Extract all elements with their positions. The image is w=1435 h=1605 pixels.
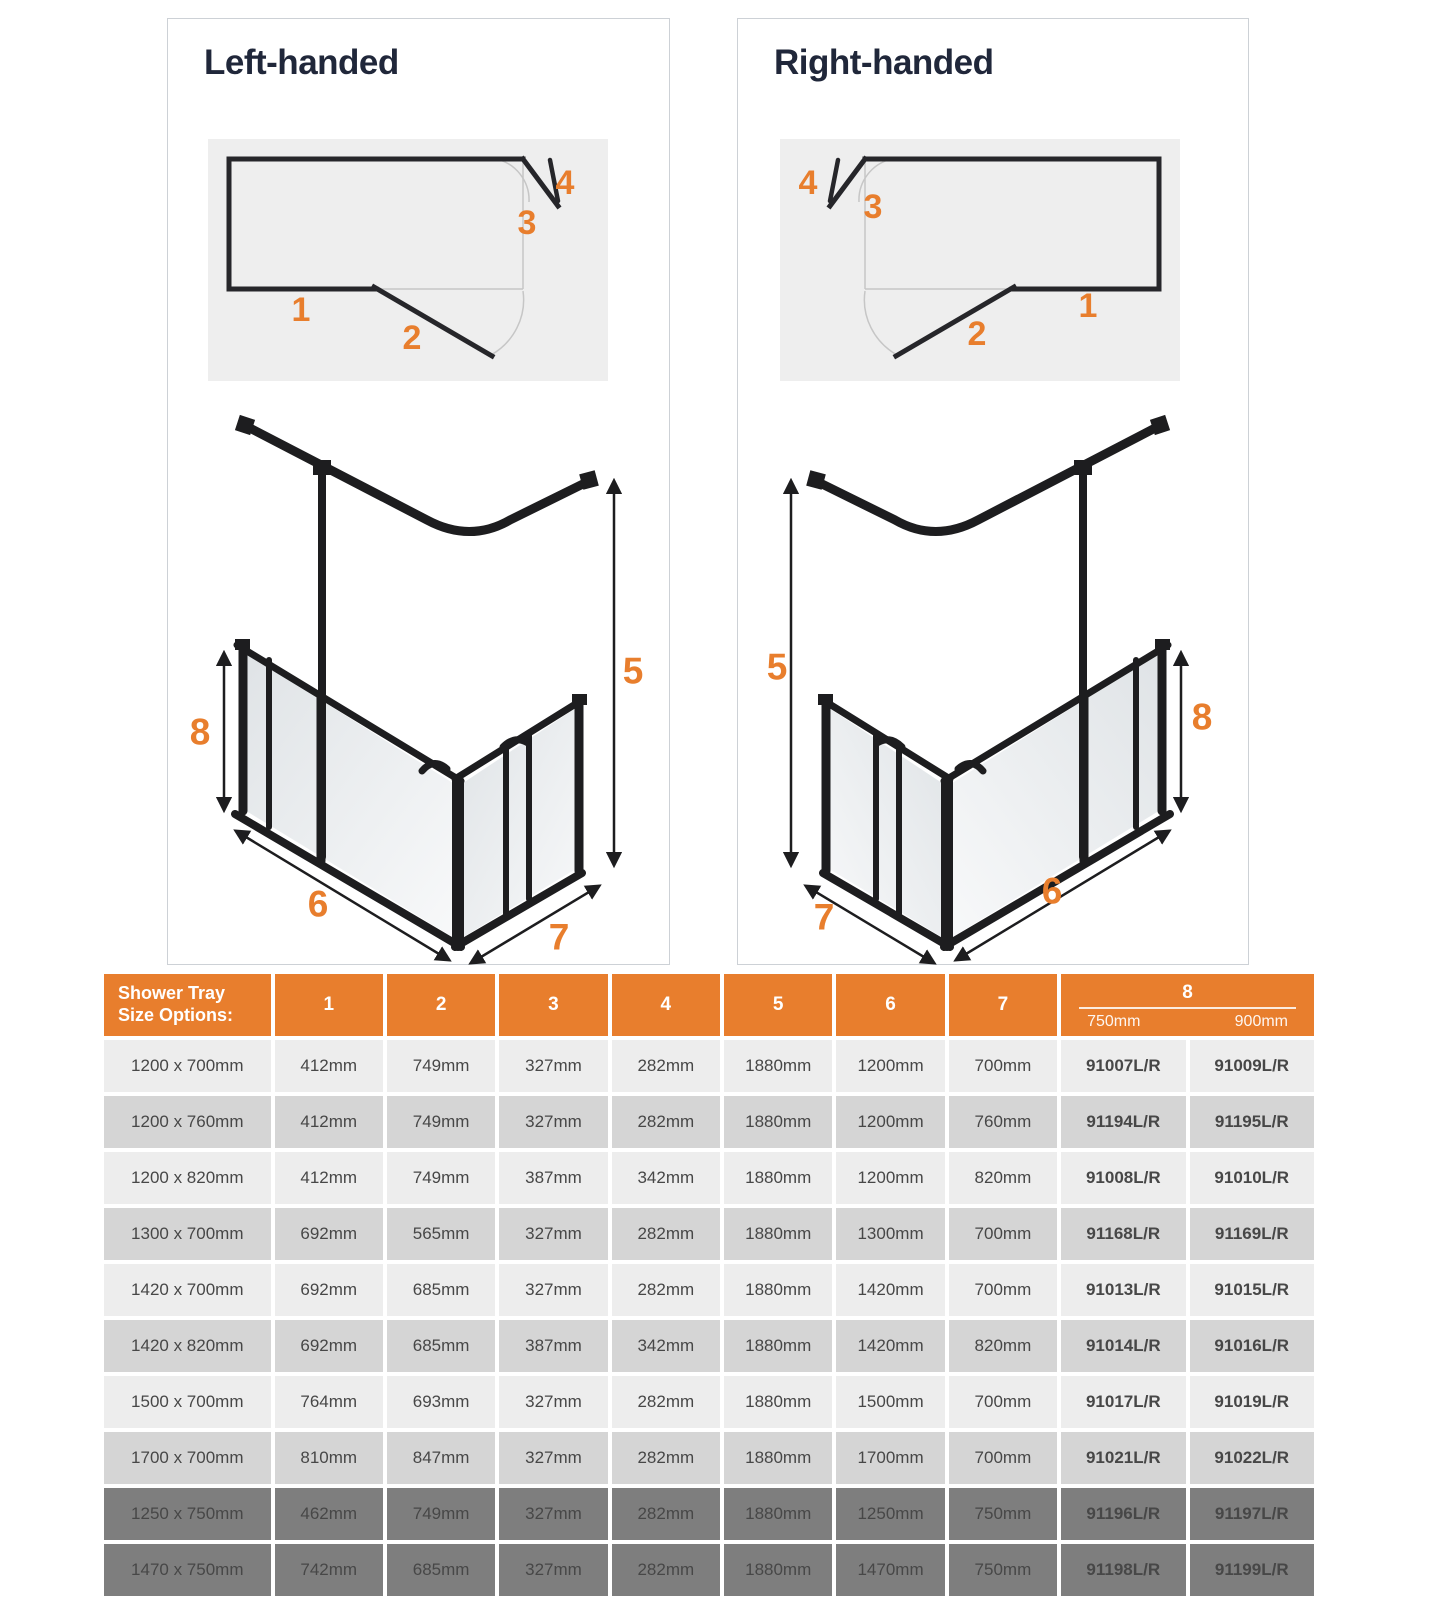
code-cell: 91022L/R (1190, 1432, 1315, 1484)
value-cell: 693mm (387, 1376, 495, 1428)
value-cell: 462mm (275, 1488, 383, 1540)
table-row (104, 1544, 1314, 1596)
plan-label-4: 4 (798, 164, 818, 202)
value-cell: 327mm (499, 1544, 607, 1596)
header-col-3: 3 (499, 974, 607, 1036)
iso-label-7: 7 (813, 896, 835, 938)
header-col-8 (1061, 974, 1314, 1036)
value-cell: 820mm (949, 1320, 1057, 1372)
code-cell: 91199L/R (1190, 1544, 1315, 1596)
value-cell: 1880mm (724, 1152, 832, 1204)
value-cell: 750mm (949, 1488, 1057, 1540)
value-cell: 692mm (275, 1320, 383, 1372)
size-cell: 1200 x 700mm (104, 1040, 271, 1092)
value-cell: 749mm (387, 1040, 495, 1092)
value-cell: 342mm (612, 1320, 720, 1372)
value-cell: 700mm (949, 1040, 1057, 1092)
value-cell: 749mm (387, 1096, 495, 1148)
right-handed-title: Right-handed (774, 43, 994, 82)
value-cell: 412mm (275, 1040, 383, 1092)
code-cell: 91169L/R (1190, 1208, 1315, 1260)
table-row (104, 1096, 1314, 1148)
size-cell: 1420 x 820mm (104, 1320, 271, 1372)
value-cell: 1880mm (724, 1376, 832, 1428)
code-cell: 91016L/R (1190, 1320, 1315, 1372)
value-cell: 700mm (949, 1432, 1057, 1484)
plan-label-1: 1 (291, 291, 311, 329)
iso-label-5: 5 (766, 646, 788, 688)
value-cell: 1500mm (836, 1376, 944, 1428)
plan-label-3: 3 (863, 188, 883, 226)
value-cell: 1420mm (836, 1320, 944, 1372)
size-cell: 1700 x 700mm (104, 1432, 271, 1484)
value-cell: 1250mm (836, 1488, 944, 1540)
value-cell: 749mm (387, 1152, 495, 1204)
value-cell: 750mm (949, 1544, 1057, 1596)
value-cell: 1470mm (836, 1544, 944, 1596)
plan-label-2: 2 (402, 319, 422, 357)
value-cell: 1200mm (836, 1096, 944, 1148)
value-cell: 1880mm (724, 1544, 832, 1596)
iso-label-5: 5 (622, 650, 644, 692)
value-cell: 387mm (499, 1320, 607, 1372)
value-cell: 1880mm (724, 1040, 832, 1092)
plan-label-1: 1 (1078, 287, 1098, 325)
value-cell: 327mm (499, 1096, 607, 1148)
value-cell: 342mm (612, 1152, 720, 1204)
value-cell: 749mm (387, 1488, 495, 1540)
value-cell: 742mm (275, 1544, 383, 1596)
size-cell: 1200 x 760mm (104, 1096, 271, 1148)
value-cell: 1200mm (836, 1040, 944, 1092)
value-cell: 327mm (499, 1264, 607, 1316)
header-row (104, 974, 1314, 1036)
iso-label-6: 6 (307, 883, 329, 925)
value-cell: 327mm (499, 1488, 607, 1540)
value-cell: 1880mm (724, 1264, 832, 1316)
value-cell: 282mm (612, 1040, 720, 1092)
code-cell: 91197L/R (1190, 1488, 1315, 1540)
right-floor-plan-diagram (780, 139, 1180, 381)
right-iso-drawing (754, 399, 1224, 974)
value-cell: 282mm (612, 1208, 720, 1260)
value-cell: 282mm (612, 1544, 720, 1596)
size-cell: 1300 x 700mm (104, 1208, 271, 1260)
value-cell: 387mm (499, 1152, 607, 1204)
value-cell: 412mm (275, 1096, 383, 1148)
plan-label-2: 2 (967, 315, 987, 353)
value-cell: 282mm (612, 1376, 720, 1428)
iso-label-8: 8 (189, 711, 211, 753)
size-options-table-body (104, 1040, 1314, 1596)
header-col-7: 7 (949, 974, 1057, 1036)
code-cell: 91008L/R (1061, 1152, 1185, 1204)
value-cell: 685mm (387, 1320, 495, 1372)
value-cell: 692mm (275, 1208, 383, 1260)
value-cell: 1200mm (836, 1152, 944, 1204)
table-row (104, 1152, 1314, 1204)
size-cell: 1420 x 700mm (104, 1264, 271, 1316)
code-cell: 91194L/R (1061, 1096, 1185, 1148)
code-cell: 91010L/R (1190, 1152, 1315, 1204)
header-col-6: 6 (836, 974, 944, 1036)
size-options-table (100, 970, 1318, 1600)
header-col-8-sub-750: 750mm (1087, 1012, 1141, 1030)
header-col-1: 1 (275, 974, 383, 1036)
value-cell: 700mm (949, 1264, 1057, 1316)
iso-label-7: 7 (548, 916, 570, 958)
header-label-line1: Shower Tray (118, 983, 226, 1004)
table-row (104, 1432, 1314, 1484)
value-cell: 764mm (275, 1376, 383, 1428)
left-iso-drawing (181, 399, 651, 974)
code-cell: 91021L/R (1061, 1432, 1185, 1484)
table-row (104, 1320, 1314, 1372)
plan-label-3: 3 (517, 204, 537, 242)
size-cell: 1470 x 750mm (104, 1544, 271, 1596)
code-cell: 91019L/R (1190, 1376, 1315, 1428)
table-row (104, 1264, 1314, 1316)
table-row (104, 1208, 1314, 1260)
size-cell: 1200 x 820mm (104, 1152, 271, 1204)
value-cell: 282mm (612, 1096, 720, 1148)
value-cell: 1700mm (836, 1432, 944, 1484)
value-cell: 700mm (949, 1208, 1057, 1260)
code-cell: 91017L/R (1061, 1376, 1185, 1428)
value-cell: 685mm (387, 1544, 495, 1596)
value-cell: 1880mm (724, 1096, 832, 1148)
table-row (104, 1488, 1314, 1540)
code-cell: 91009L/R (1190, 1040, 1315, 1092)
value-cell: 327mm (499, 1208, 607, 1260)
iso-label-6: 6 (1041, 870, 1063, 912)
iso-label-8: 8 (1191, 696, 1213, 738)
value-cell: 685mm (387, 1264, 495, 1316)
value-cell: 282mm (612, 1488, 720, 1540)
value-cell: 327mm (499, 1376, 607, 1428)
value-cell: 1880mm (724, 1208, 832, 1260)
header-col-2: 2 (387, 974, 495, 1036)
value-cell: 565mm (387, 1208, 495, 1260)
table-row (104, 1376, 1314, 1428)
code-cell: 91013L/R (1061, 1264, 1185, 1316)
header-col-8-sub-900: 900mm (1234, 1012, 1288, 1030)
value-cell: 692mm (275, 1264, 383, 1316)
value-cell: 760mm (949, 1096, 1057, 1148)
header-col-8-label: 8 (1182, 981, 1193, 1003)
left-handed-panel (167, 18, 670, 965)
code-cell: 91198L/R (1061, 1544, 1185, 1596)
value-cell: 700mm (949, 1376, 1057, 1428)
value-cell: 1880mm (724, 1432, 832, 1484)
code-cell: 91195L/R (1190, 1096, 1315, 1148)
value-cell: 327mm (499, 1432, 607, 1484)
code-cell: 91007L/R (1061, 1040, 1185, 1092)
header-col-4: 4 (612, 974, 720, 1036)
header-shower-tray-size (104, 974, 271, 1036)
code-cell: 91196L/R (1061, 1488, 1185, 1540)
value-cell: 282mm (612, 1264, 720, 1316)
value-cell: 1880mm (724, 1488, 832, 1540)
code-cell: 91015L/R (1190, 1264, 1315, 1316)
size-cell: 1500 x 700mm (104, 1376, 271, 1428)
size-cell: 1250 x 750mm (104, 1488, 271, 1540)
value-cell: 847mm (387, 1432, 495, 1484)
code-cell: 91168L/R (1061, 1208, 1185, 1260)
plan-label-4: 4 (555, 164, 575, 202)
header-col-8-divider (1079, 1007, 1296, 1009)
header-col-5: 5 (724, 974, 832, 1036)
value-cell: 327mm (499, 1040, 607, 1092)
value-cell: 412mm (275, 1152, 383, 1204)
value-cell: 1300mm (836, 1208, 944, 1260)
code-cell: 91014L/R (1061, 1320, 1185, 1372)
left-floor-plan-diagram (208, 139, 608, 381)
header-label-line2: Size Options: (118, 1005, 234, 1025)
value-cell: 1880mm (724, 1320, 832, 1372)
value-cell: 1420mm (836, 1264, 944, 1316)
right-handed-panel (737, 18, 1249, 965)
table-row (104, 1040, 1314, 1092)
value-cell: 820mm (949, 1152, 1057, 1204)
left-handed-title: Left-handed (204, 43, 399, 82)
value-cell: 810mm (275, 1432, 383, 1484)
value-cell: 282mm (612, 1432, 720, 1484)
